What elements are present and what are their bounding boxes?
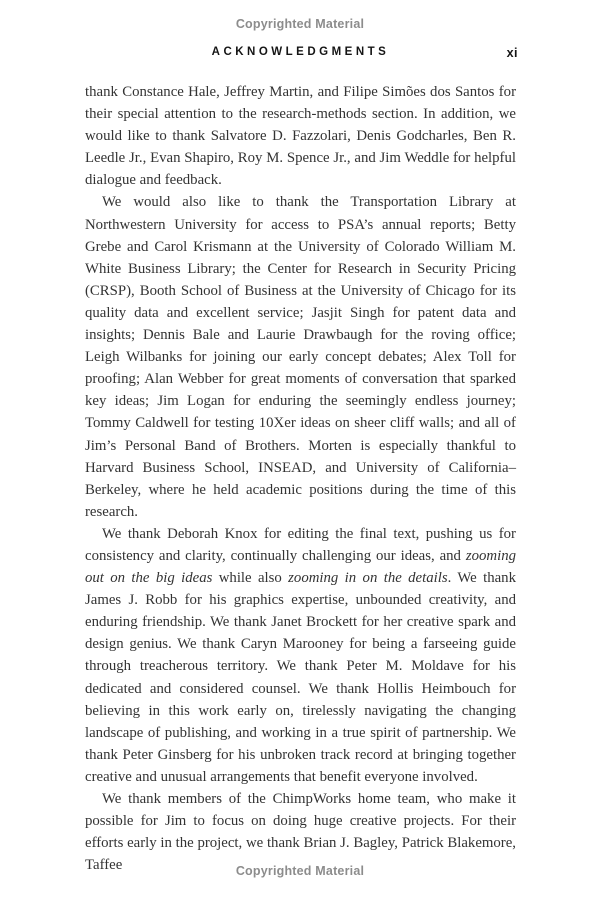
page-number: xi [506,46,518,60]
paragraph: We thank Deborah Knox for editing the final text, pushing us for consistency and clarity, continually challenging our ideas, and zooming out on the big ideas while also zooming in on the details. We thank James J. Robb for his graphics expertise, unbounded creativity, and enduring friendship. We thank Janet Brockett for her creative spark and design genius. We thank Caryn Marooney for being a farseeing guide through treacherous territory. We thank Peter M. Moldave for his dedicated and considered counsel. We thank Hollis Heimbouch for believing in this work early on, tirelessly navigating the changing landscape of publishing, and working in a true spirit of partnership. We thank Peter Ginsberg for his unbroken track record at bringing together creative and unusual arrangements that benefit everyone involved. [85,525,516,785]
copyright-watermark-top: Copyrighted Material [235,17,365,31]
text-block [85,81,516,876]
copyright-watermark-bottom: Copyrighted Material [235,864,365,878]
paragraph: thank Constance Hale, Jeffrey Martin, and Filipe Simões dos Santos for their special attention to the research-methods section. In addition, we would like to thank Salvatore D. Fazzolari, Denis Godcharles, Ben R. Leedle Jr., Evan Shapiro, Roy M. Spence Jr., and Jim Weddle for helpful dialogue and feedback. [85,84,516,189]
running-header [85,46,516,62]
chapter-title: ACKNOWLEDGMENTS [211,46,390,58]
italic-phrase: zooming in on the details [288,570,448,587]
italic-phrase: zooming out on the big ideas [85,547,516,587]
paragraph: We thank members of the ChimpWorks home team, who make it possible for Jim to focus on doing huge creative projects. For their efforts early in the project, we thank Brian J. Bagley, Patrick Blakemore, Taffee [85,791,516,874]
paragraph: We would also like to thank the Transportation Library at Northwestern University for access to PSA’s annual reports; Betty Grebe and Carol Krismann at the University of Colorado William M. White Business Library; the Center for Research in Security Pricing (CRSP), Booth School of Business at the University of Chicago for its quality data and excellent service; Jasjit Singh for patent data and insights; Dennis Bale and Laurie Drawbaugh for the roving office; Leigh Wilbanks for joining our early concept debates; Alex Toll for proofing; Alan Webber for great moments of conversation that sparked key ideas; Jim Logan for enduring the seemingly endless journey; Tommy Caldwell for testing 10Xer ideas on sheer cliff walls; and all of Jim’s Personal Band of Brothers. Morten is especially thankful to Harvard Business School, INSEAD, and University of California–Berkeley, where he held academic positions during the time of this research. [85,194,516,520]
